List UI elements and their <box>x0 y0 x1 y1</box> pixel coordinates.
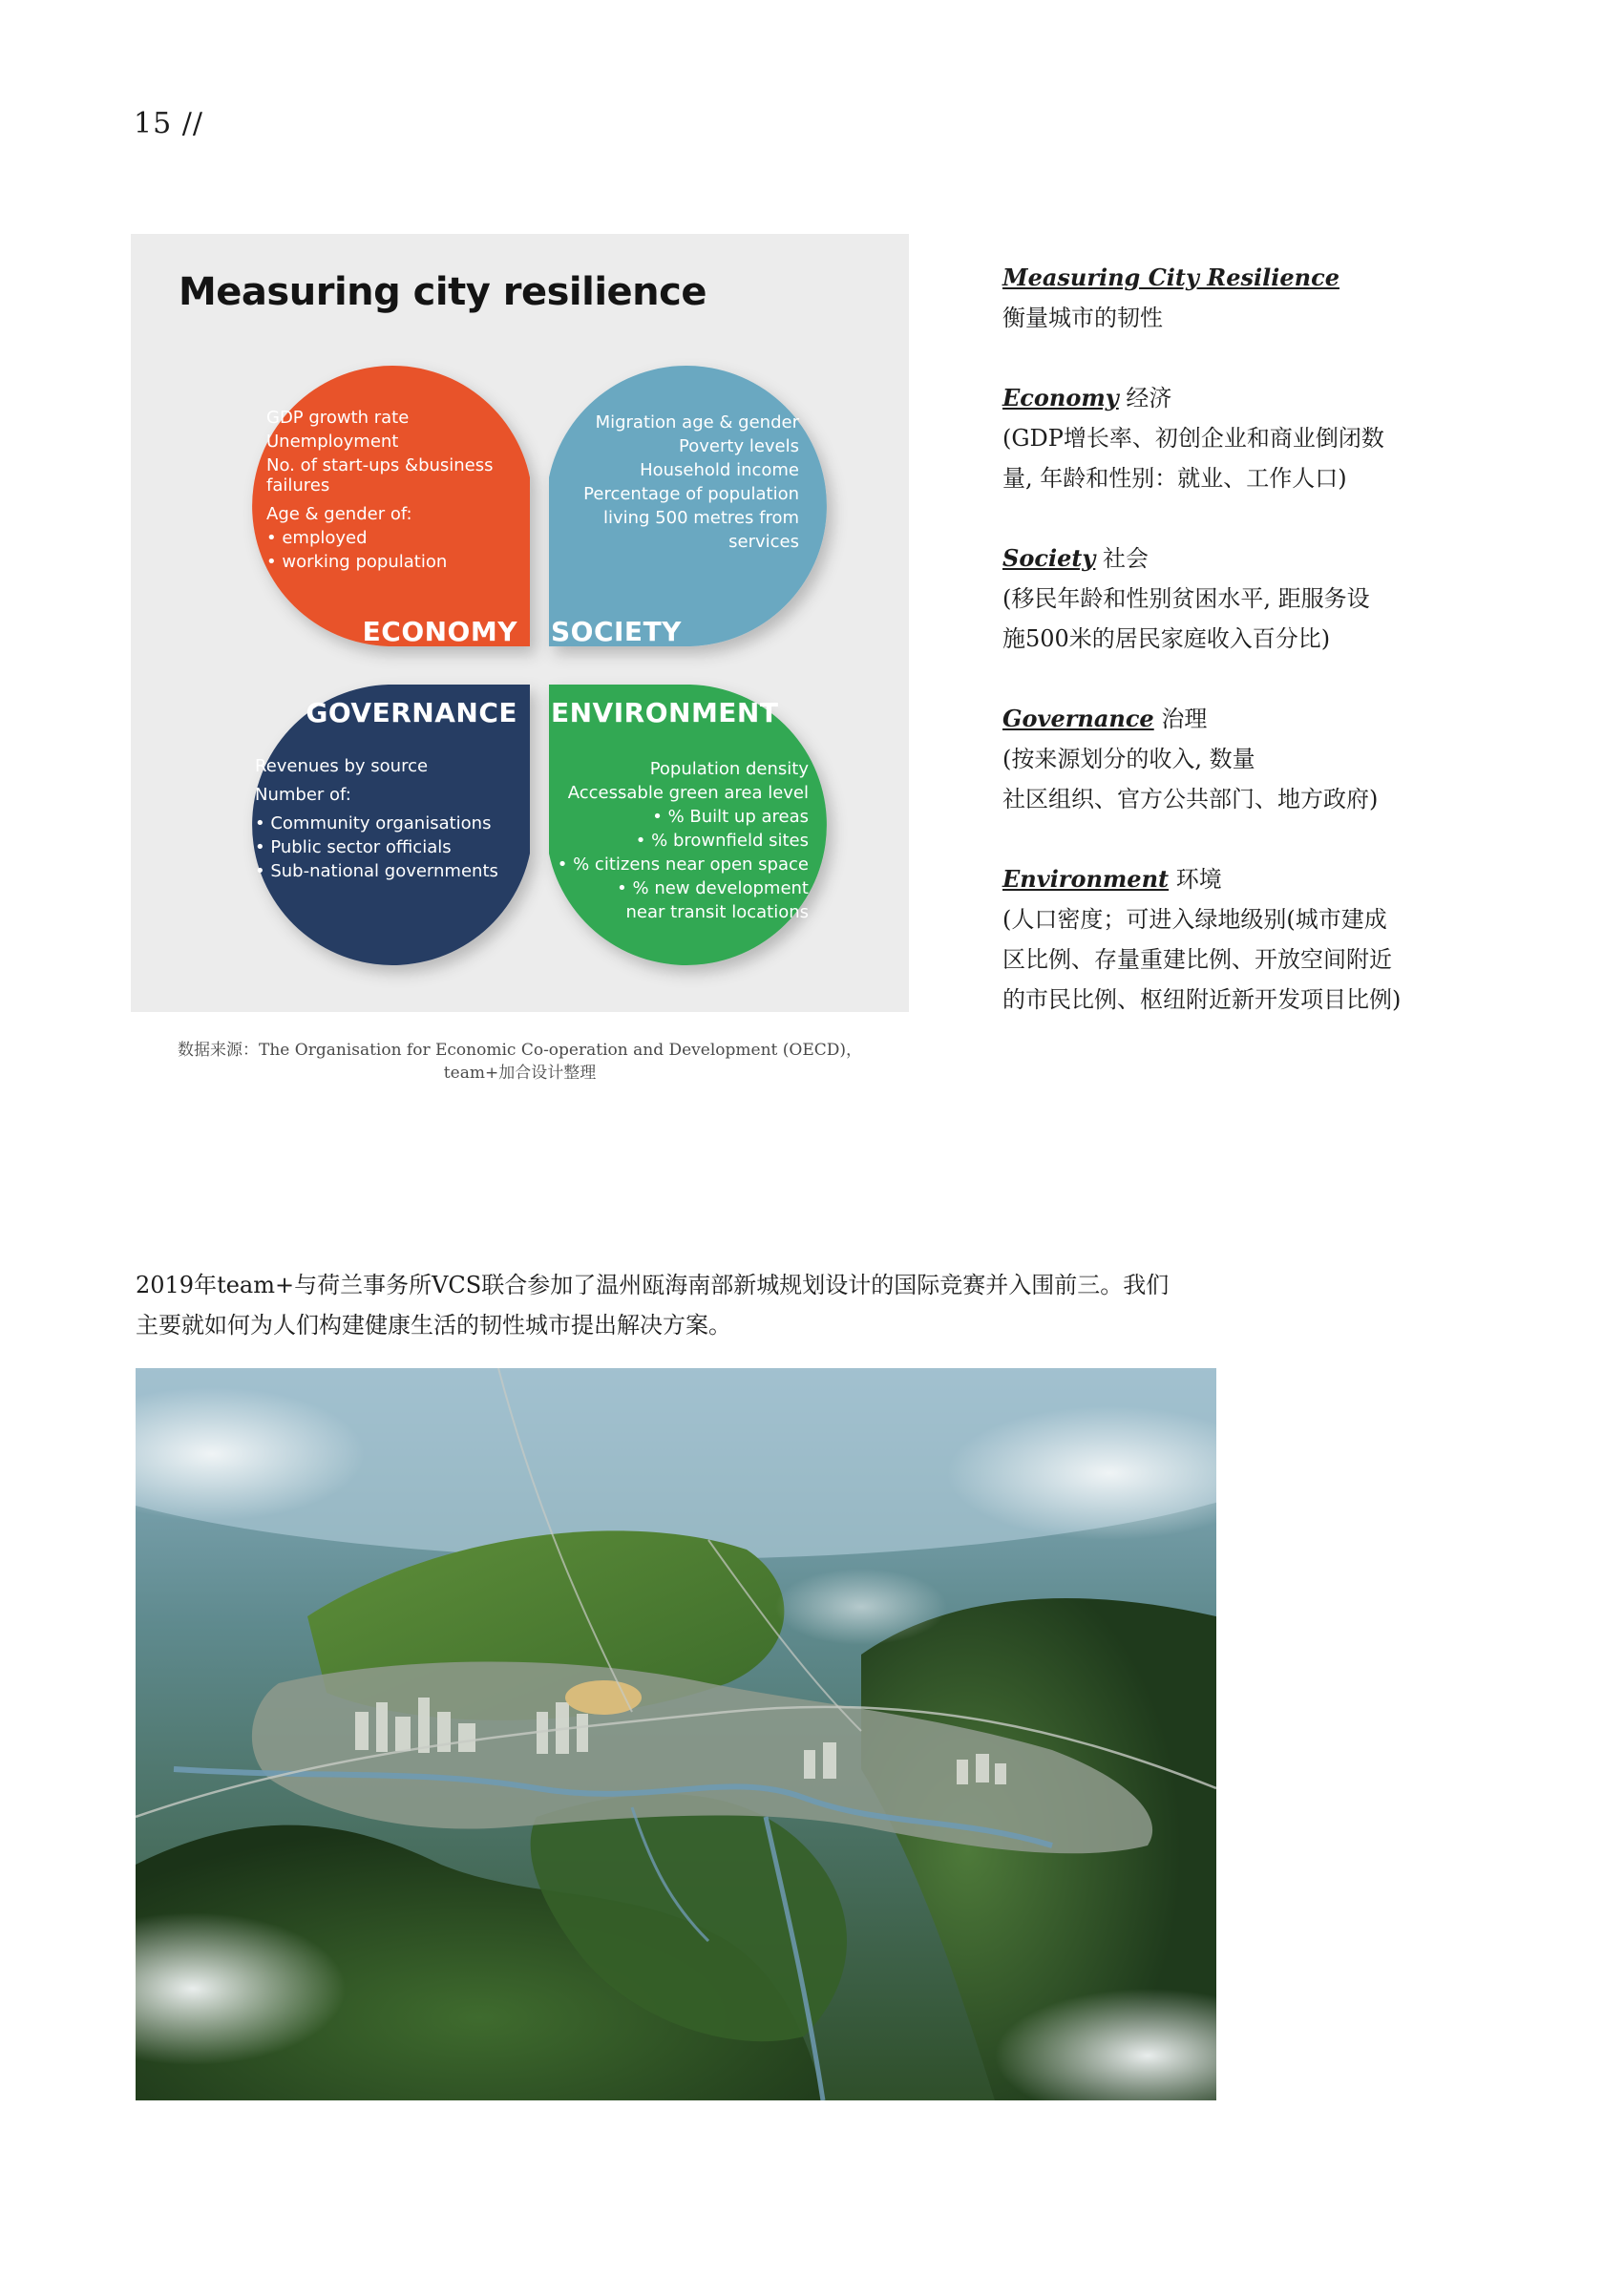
legend-heading-en: Society <box>1002 544 1096 572</box>
intro-paragraph <box>136 1265 1224 1345</box>
indicator: No. of start-ups &business <box>266 455 494 475</box>
indicator: Age & gender of: <box>266 504 412 524</box>
legend-desc: 社区组织、官方公共部门、地方政府) <box>1002 786 1379 812</box>
legend-desc: (GDP增长率、初创企业和商业倒闭数 <box>1002 425 1384 452</box>
caption-credit: team+加合设计整理 <box>443 1064 597 1083</box>
indicator-bullet: • % new development <box>558 876 809 900</box>
indicator-bullet: • % citizens near open space <box>558 853 809 876</box>
legend-title-en: Measuring City Resilience <box>1002 264 1339 291</box>
legend-heading-cn: 环境 <box>1175 866 1222 893</box>
legend-heading-en: Governance <box>1002 705 1154 732</box>
indicator: Revenues by source <box>255 756 429 776</box>
legend-desc: 区比例、存量重建比例、开放空间附近 <box>1002 946 1392 973</box>
indicator: Number of: <box>255 785 351 805</box>
legend-heading-cn: 社会 <box>1103 545 1149 572</box>
indicator: GDP growth rate <box>266 408 410 428</box>
governance-heading: GOVERNANCE <box>306 697 517 728</box>
indicator: services <box>728 532 799 552</box>
indicator: Accessable green area level <box>567 783 809 803</box>
legend-item-environment <box>1002 859 1537 1020</box>
resilience-infographic <box>131 234 909 1012</box>
legend-title-cn: 衡量城市的韧性 <box>1002 305 1163 331</box>
indicator: near transit locations <box>625 902 809 922</box>
society-heading: SOCIETY <box>551 616 682 647</box>
environment-indicators <box>558 757 809 924</box>
indicator: living 500 metres from <box>602 508 799 528</box>
legend-title-block <box>1002 258 1537 338</box>
legend-desc: 施500米的居民家庭收入百分比) <box>1002 625 1331 652</box>
indicator-bullet: • % Built up areas <box>558 805 809 829</box>
legend-desc: 量, 年龄和性别：就业、工作人口) <box>1002 465 1347 492</box>
infographic-title: Measuring city resilience <box>179 270 707 314</box>
environment-heading: ENVIRONMENT <box>551 697 779 728</box>
page-number: 15 // <box>134 107 203 140</box>
aerial-illustration <box>136 1368 1216 2100</box>
indicator: Poverty levels <box>679 436 799 456</box>
figure-caption <box>131 1039 909 1085</box>
indicator-bullet: • Community organisations <box>255 812 498 835</box>
legend-heading-en: Environment <box>1002 865 1170 893</box>
intro-line: 主要就如何为人们构建健康生活的韧性城市提出解决方案。 <box>136 1312 731 1339</box>
resilience-legend <box>1002 258 1537 1060</box>
legend-desc: (人口密度；可进入绿地级别(城市建成 <box>1002 906 1387 933</box>
governance-indicators <box>255 754 498 883</box>
intro-line: 2019年team+与荷兰事务所VCS联合参加了温州瓯海南部新城规划设计的国际竞赛并入围前三。我们 <box>136 1272 1170 1298</box>
legend-desc: (按来源划分的收入, 数量 <box>1002 746 1255 772</box>
indicator: Unemployment <box>266 432 399 452</box>
economy-indicators <box>266 406 494 574</box>
legend-heading-cn: 经济 <box>1126 385 1172 411</box>
indicator: Population density <box>649 759 809 779</box>
indicator: failures <box>266 475 330 496</box>
society-indicators <box>583 411 799 554</box>
legend-desc: 的市民比例、枢纽附近新开发项目比例) <box>1002 986 1402 1013</box>
legend-heading-cn: 治理 <box>1161 706 1208 732</box>
caption-source: 数据来源：The Organisation for Economic Co-operation and Development (OECD)， <box>178 1041 862 1060</box>
indicator-bullet: • employed <box>266 526 494 550</box>
indicator-bullet: • Sub-national governments <box>255 859 498 883</box>
legend-item-society <box>1002 538 1537 659</box>
indicator-bullet: • Public sector officials <box>255 835 498 859</box>
legend-item-governance <box>1002 699 1537 819</box>
indicator: Migration age & gender <box>595 412 799 432</box>
indicator-bullet: • working population <box>266 550 494 574</box>
legend-heading-en: Economy <box>1002 384 1119 411</box>
aerial-city-rendering <box>136 1368 1216 2100</box>
indicator: Percentage of population <box>583 484 799 504</box>
indicator-bullet: • % brownfield sites <box>558 829 809 853</box>
legend-item-economy <box>1002 378 1537 498</box>
indicator: Household income <box>640 460 799 480</box>
economy-heading: ECONOMY <box>362 616 517 647</box>
legend-desc: (移民年龄和性别贫困水平, 距服务设 <box>1002 585 1370 612</box>
